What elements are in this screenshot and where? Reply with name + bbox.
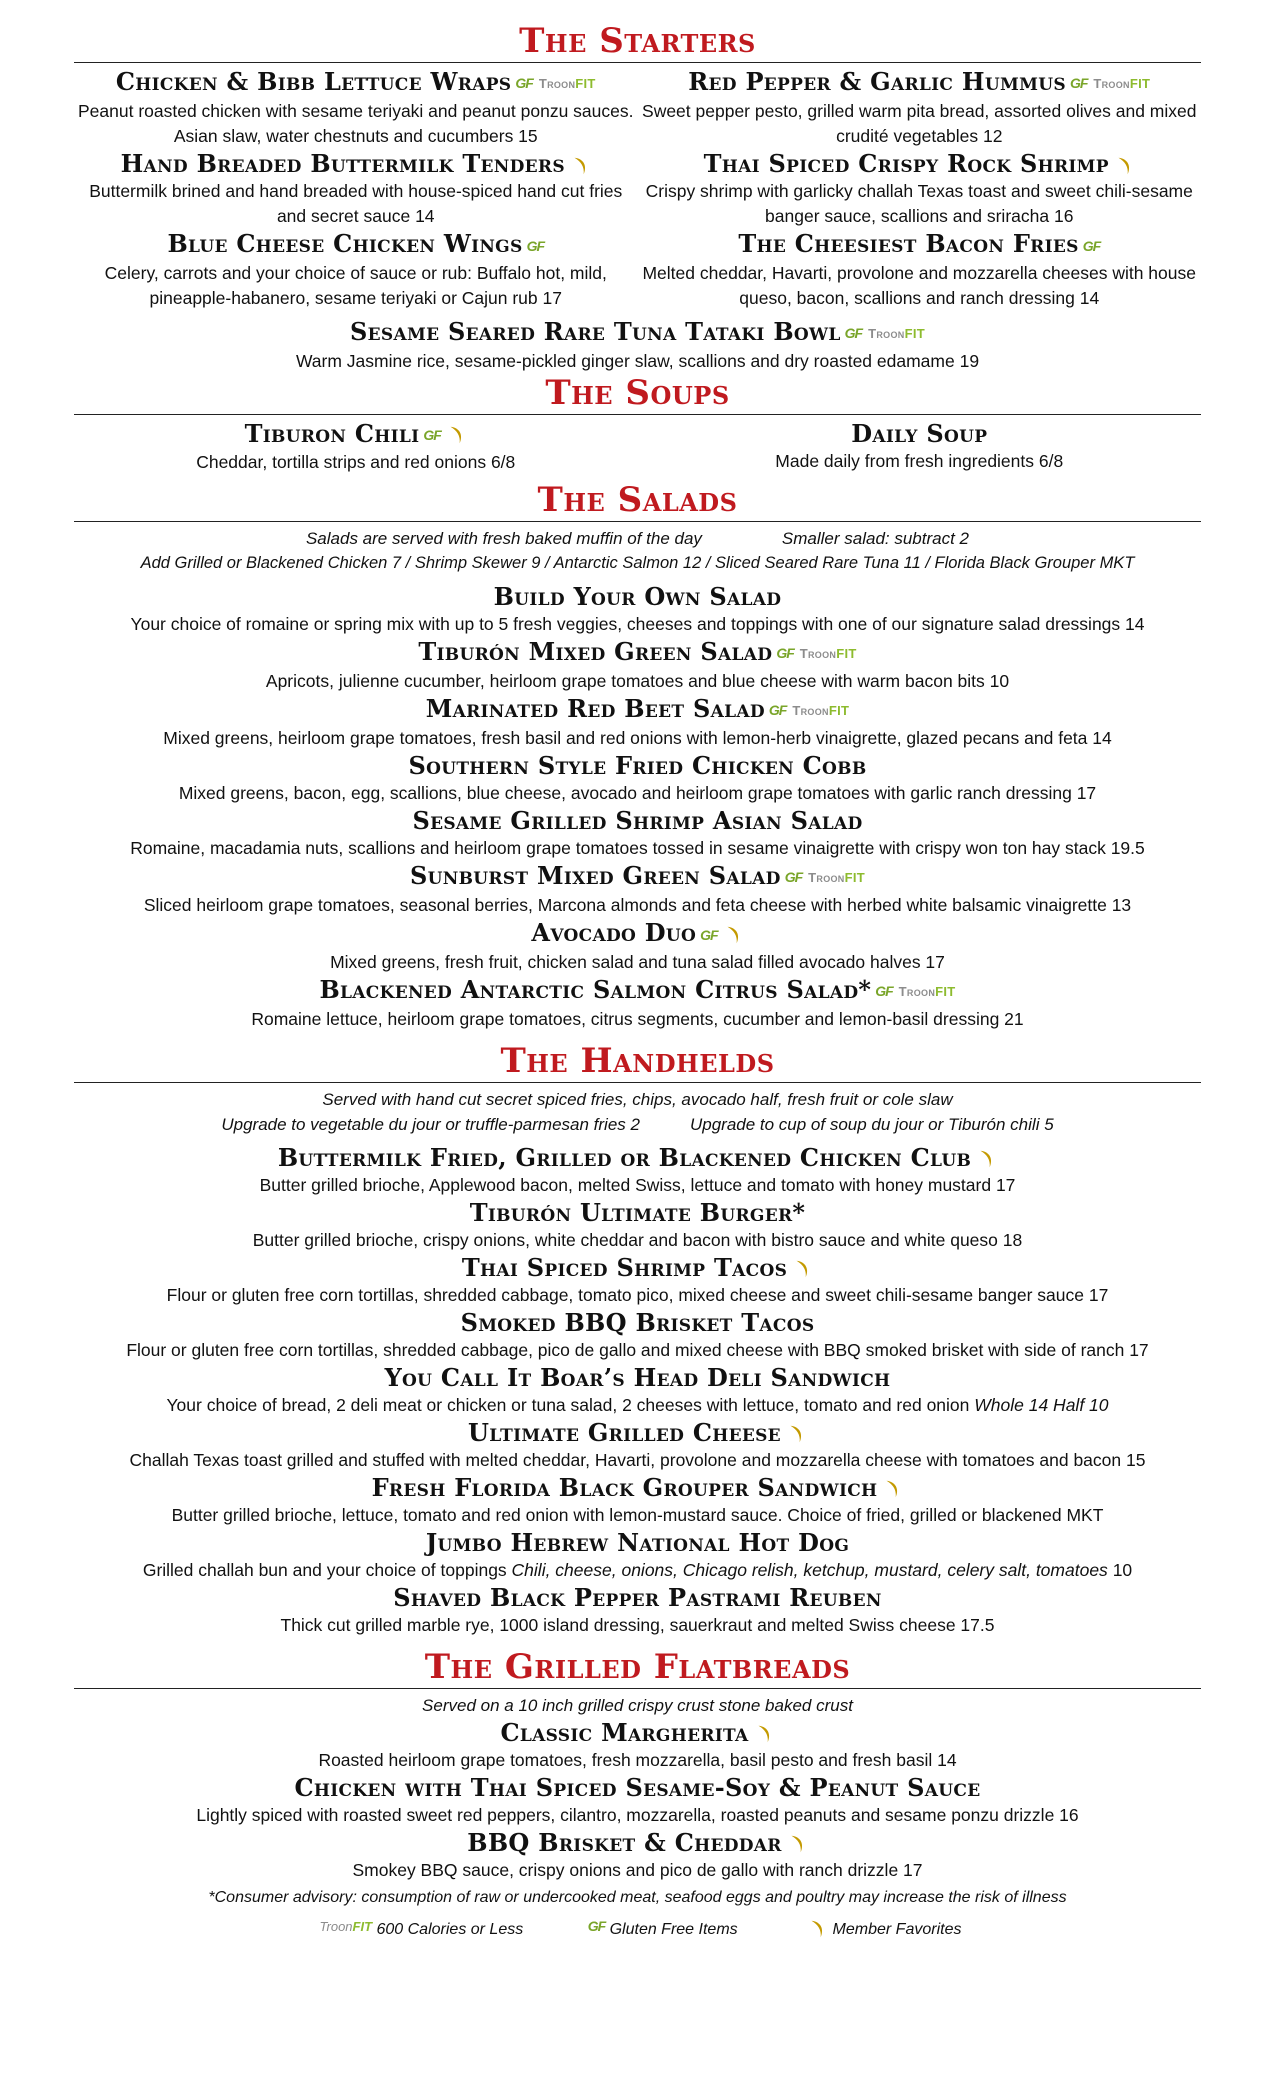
menu-item [74, 694, 1201, 751]
section-title-salads: The Salads [537, 480, 738, 520]
legend-gluten-free: GF Gluten Free Items [588, 1921, 738, 1938]
item-name: Southern Style Fried Chicken Cobb [408, 751, 867, 780]
troon-fit-icon: TroonFIT [868, 325, 925, 341]
item-description: Flour or gluten free corn tortillas, shredded cabbage, tomato pico, mixed cheese and sweet chili-sesame banger sauce 17 [166, 1284, 1109, 1305]
favorite-icon [722, 924, 744, 946]
menu-item [74, 1718, 1201, 1773]
item-description: Roasted heirloom grape tomatoes, fresh mozzarella, basil pesto and fresh basil 14 [318, 1749, 957, 1770]
gluten-free-icon: GF [1082, 237, 1101, 254]
divider [74, 414, 1201, 415]
menu-item [74, 1253, 1201, 1308]
item-name: Sunburst Mixed Green Salad [409, 861, 781, 890]
menu-item [74, 1473, 1201, 1528]
item-name: Hand Breaded Buttermilk Tenders [120, 149, 565, 178]
favorite-icon [445, 424, 467, 446]
troon-fit-icon: TroonFIT [792, 703, 850, 718]
menu-item [74, 975, 1201, 1032]
troon-fit-icon: TroonFIT [898, 983, 956, 999]
item-name: Jumbo Hebrew National Hot Dog [425, 1527, 850, 1557]
item-description: Mixed greens, fresh fruit, chicken salad and tuna salad filled avocado halves 17 [330, 951, 945, 972]
item-description: Butter grilled brioche, lettuce, tomato and red onion with lemon-mustard sauce. Choice of fried, grilled or blackened MKT [171, 1504, 1104, 1525]
divider [74, 1082, 1201, 1083]
menu-item [638, 149, 1202, 229]
item-name: Fresh Florida Black Grouper Sandwich [371, 1472, 878, 1502]
item-description: Lightly spiced with roasted sweet red peppers, cilantro, mozzarella, roasted peanuts and sesame ponzu drizzle 16 [196, 1804, 1079, 1825]
item-name: Sesame Grilled Shrimp Asian Salad [412, 806, 863, 835]
divider [74, 1688, 1201, 1689]
favorite-icon [569, 155, 591, 177]
item-description: Melted cheddar, Havarti, provolone and mozzarella cheeses with house queso, bacon, scallions and ranch dressing 14 [642, 262, 1196, 308]
gluten-free-icon: GF [776, 645, 794, 661]
troon-fit-icon: TroonFIT [538, 76, 596, 91]
item-description: Grilled challah bun and your choice of toppings Chili, cheese, onions, Chicago relish, ketchup, mustard, celery salt, tomatoes 10 [142, 1559, 1133, 1580]
item-name: Ultimate Grilled Cheese [468, 1417, 781, 1447]
troon-fit-icon: TroonFIT [1093, 76, 1151, 91]
salads-addons-note: Add Grilled or Blackened Chicken 7 / Shrimp Skewer 9 / Antarctic Salmon 12 / Sliced Seared Rare Tuna 11 / Florida Black Grouper MKT [140, 554, 1135, 572]
favorite-icon [881, 1478, 903, 1500]
starters-columns [74, 67, 1201, 311]
item-name: Classic Margherita [500, 1717, 749, 1747]
item-name: You Call It Boar’s Head Deli Sandwich [384, 1362, 891, 1392]
menu-item [638, 419, 1202, 476]
menu-page [74, 22, 1201, 1941]
soups-columns [74, 419, 1201, 476]
handhelds-note: Served with hand cut secret spiced fries, chips, avocado half, fresh fruit or cole slaw [322, 1089, 953, 1109]
item-name: Build Your Own Salad [493, 582, 782, 611]
item-name: Tiburón Mixed Green Salad [418, 637, 773, 666]
item-description: Butter grilled brioche, crispy onions, white cheddar and bacon with bistro sauce and white queso 18 [252, 1229, 1023, 1250]
gluten-free-icon: GF [1069, 75, 1088, 91]
gluten-free-icon: GF [875, 982, 893, 999]
troon-fit-icon: TroonFIT [799, 646, 857, 661]
section-title-starters: The Starters [519, 21, 756, 61]
item-name: Daily Soup [851, 418, 988, 448]
item-description: Your choice of romaine or spring mix with up to 5 fresh veggies, cheeses and toppings with one of our signature salad dressings 14 [130, 614, 1145, 634]
favorite-icon [753, 1723, 775, 1745]
menu-item [74, 149, 638, 229]
item-description: Mixed greens, bacon, egg, scallions, blue cheese, avocado and heirloom grape tomatoes with garlic ranch dressing 17 [178, 783, 1097, 803]
favorite-icon [791, 1258, 813, 1280]
item-name: Blackened Antarctic Salmon Citrus Salad* [319, 974, 872, 1004]
gluten-free-icon: GF [587, 1917, 606, 1934]
item-name: Smoked BBQ Brisket Tacos [460, 1307, 815, 1337]
item-description: Romaine, macadamia nuts, scallions and heirloom grape tomatoes tossed in sesame vinaigrette with crispy won ton hay stack 19.5 [130, 838, 1145, 858]
menu-item [74, 1828, 1201, 1883]
item-description: Cheddar, tortilla strips and red onions 6/8 [196, 452, 516, 472]
item-description: Your choice of bread, 2 deli meat or chicken or tuna salad, 2 cheeses with lettuce, tomato and red onion Whole 14 Half 10 [166, 1394, 1109, 1415]
item-description: Warm Jasmine rice, sesame-pickled ginger slaw, scallions and dry roasted edamame 19 [295, 350, 980, 371]
item-name: Avocado Duo [531, 918, 697, 947]
favorite-icon [975, 1148, 997, 1170]
menu-item [74, 229, 638, 311]
legend [74, 1915, 1201, 1941]
item-name: Thai Spiced Shrimp Tacos [461, 1252, 788, 1282]
menu-item [74, 1143, 1201, 1198]
menu-item [74, 1198, 1201, 1253]
menu-item [74, 1418, 1201, 1473]
item-description: Flour or gluten free corn tortillas, shredded cabbage, pico de gallo and mixed cheese with BBQ smoked brisket with side of ranch 17 [126, 1339, 1149, 1360]
legend-troon-fit: TroonFIT 600 Calories or Less [314, 1921, 524, 1938]
starters-left-column [74, 67, 638, 311]
menu-item [74, 1773, 1201, 1828]
menu-item [74, 317, 1201, 374]
menu-item [74, 751, 1201, 806]
favorite-icon [786, 1833, 808, 1855]
gluten-free-icon: GF [515, 75, 533, 91]
item-description: Crispy shrimp with garlicky challah Texas toast and sweet chili-sesame banger sauce, scallions and sriracha 16 [645, 181, 1193, 226]
menu-item [74, 861, 1201, 918]
gluten-free-icon: GF [844, 324, 863, 341]
item-description: Sweet pepper pesto, grilled warm pita bread, assorted olives and mixed crudité vegetables 12 [642, 101, 1197, 146]
item-name: Chicken & Bibb Lettuce Wraps [115, 67, 512, 96]
item-description: Celery, carrots and your choice of sauce or rub: Buffalo hot, mild, pineapple-habanero, sesame teriyaki or Cajun rub 17 [104, 262, 607, 308]
favorite-icon [1113, 155, 1135, 177]
section-title-handhelds: The Handhelds [500, 1040, 775, 1081]
gluten-free-icon: GF [768, 702, 787, 718]
menu-item [74, 1583, 1201, 1638]
favorite-icon [806, 1918, 828, 1940]
favorite-icon [785, 1423, 807, 1445]
item-name: Thai Spiced Crispy Rock Shrimp [703, 149, 1109, 178]
item-description: Peanut roasted chicken with sesame teriyaki and peanut ponzu sauces. Asian slaw, water chestnuts and cucumbers 15 [78, 101, 634, 146]
divider [74, 521, 1201, 522]
divider [74, 62, 1201, 63]
menu-item [74, 1528, 1201, 1583]
gluten-free-icon: GF [700, 926, 718, 943]
item-description: Butter grilled brioche, Applewood bacon, melted Swiss, lettuce and tomato with honey mustard 17 [259, 1174, 1016, 1195]
consumer-advisory: *Consumer advisory: consumption of raw or undercooked meat, seafood eggs and poultry may increase the risk of illness [208, 1888, 1067, 1906]
item-name: Tiburon Chili [244, 418, 420, 448]
troon-fit-icon: TroonFIT [319, 1918, 373, 1934]
gluten-free-icon: GF [526, 237, 545, 254]
item-description: Sliced heirloom grape tomatoes, seasonal berries, Marcona almonds and feta cheese with herbed white balsamic vinaigrette 13 [143, 895, 1132, 915]
menu-item [638, 229, 1202, 311]
menu-item [74, 918, 1201, 975]
section-title-flatbreads: The Grilled Flatbreads [424, 1646, 851, 1687]
item-description: Buttermilk brined and hand breaded with house-spiced hand cut fries and secret sauce 14 [89, 181, 623, 226]
menu-item [74, 1308, 1201, 1363]
item-name: Blue Cheese Chicken Wings [167, 229, 523, 258]
item-name: Sesame Seared Rare Tuna Tataki Bowl [350, 316, 841, 346]
item-description: Apricots, julienne cucumber, heirloom grape tomatoes and blue cheese with warm bacon bits 10 [265, 671, 1010, 691]
menu-item [74, 582, 1201, 637]
legend-favorites: Member Favorites [802, 1921, 961, 1938]
gluten-free-icon: GF [423, 427, 441, 443]
flatbreads-note: Served on a 10 inch grilled crispy crust stone baked crust [422, 1695, 853, 1715]
handhelds-upgrade-note: Upgrade to vegetable du jour or truffle-parmesan fries 2 Upgrade to cup of soup du jour or Tiburón chili 5 [221, 1114, 1054, 1134]
item-description: Made daily from fresh ingredients 6/8 [775, 450, 1064, 471]
item-description: Smokey BBQ sauce, crispy onions and pico de gallo with ranch drizzle 17 [352, 1859, 923, 1880]
menu-item [638, 67, 1202, 149]
item-name: Marinated Red Beet Salad [425, 694, 765, 723]
starters-right-column [638, 67, 1202, 311]
menu-item [74, 419, 638, 476]
item-description: Challah Texas toast grilled and stuffed with melted cheddar, Havarti, provolone and mozzarella cheese with tomatoes and bacon 15 [129, 1449, 1146, 1470]
item-name: Buttermilk Fried, Grilled or Blackened Chicken Club [277, 1142, 972, 1172]
item-description: Mixed greens, heirloom grape tomatoes, fresh basil and red onions with lemon-herb vinaigrette, glazed pecans and feta 14 [163, 728, 1112, 748]
menu-item [74, 637, 1201, 694]
item-name: Shaved Black Pepper Pastrami Reuben [393, 1582, 882, 1612]
item-description: Romaine lettuce, heirloom grape tomatoes, citrus segments, cucumber and lemon-basil dressing 21 [251, 1008, 1024, 1029]
item-name: Red Pepper & Garlic Hummus [688, 67, 1066, 96]
menu-item [74, 67, 638, 149]
item-description: Thick cut grilled marble rye, 1000 island dressing, sauerkraut and melted Swiss cheese 17.5 [280, 1614, 995, 1635]
item-name: Chicken with Thai Spiced Sesame-Soy & Peanut Sauce [294, 1772, 981, 1802]
troon-fit-icon: TroonFIT [808, 870, 866, 885]
item-name: BBQ Brisket & Cheddar [467, 1827, 782, 1857]
item-name: The Cheesiest Bacon Fries [738, 229, 1079, 258]
section-title-soups: The Soups [545, 372, 730, 413]
salads-note: Salads are served with fresh baked muffin of the day Smaller salad: subtract 2 [305, 529, 970, 548]
item-name: Tiburón Ultimate Burger* [469, 1197, 806, 1227]
menu-item [74, 806, 1201, 861]
menu-item [74, 1363, 1201, 1418]
gluten-free-icon: GF [784, 869, 803, 885]
